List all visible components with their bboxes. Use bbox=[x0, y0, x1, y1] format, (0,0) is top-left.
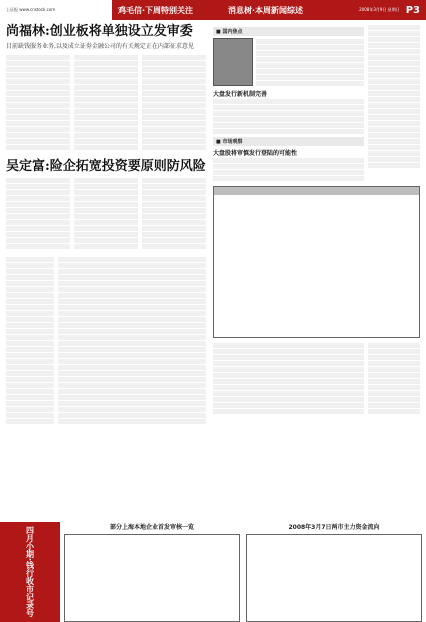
bottom-table-1 bbox=[64, 522, 240, 622]
right-headline-2: 大盘股将审慎发行登陆的可能性 bbox=[213, 150, 298, 157]
bottom-band bbox=[0, 522, 426, 622]
right-headline-1: 大盘发行新机制完善 bbox=[213, 91, 268, 98]
article-body-2 bbox=[74, 54, 138, 151]
right-article-bottom bbox=[213, 342, 364, 415]
right-section-bar bbox=[218, 0, 426, 20]
page-header bbox=[0, 0, 426, 20]
headline-main: 尚福林:创业板将单独设立发审委 bbox=[6, 24, 193, 39]
table-title-1: 部分上海本地企业首发审核一览 bbox=[109, 524, 194, 531]
left-column bbox=[6, 24, 206, 425]
right-sidebar bbox=[368, 24, 420, 182]
table-title-2: 2008年3月7日两市主力资金流向 bbox=[288, 524, 380, 531]
header-info: 上证报 www.cnstock.com bbox=[0, 0, 112, 20]
right-sidebar-bottom bbox=[368, 342, 420, 415]
header-date: 2008年3月9日 星期日 bbox=[359, 7, 400, 12]
left-section-title: 鸡毛信·下周特别关注 bbox=[112, 0, 218, 20]
right-column bbox=[213, 24, 420, 415]
data-table bbox=[213, 186, 420, 338]
section-label-1: ■ 国内焦点 bbox=[213, 27, 364, 36]
right-article-top bbox=[213, 24, 364, 182]
article-body-4 bbox=[6, 177, 70, 250]
right-section-title: 消息树·本周新闻综述 bbox=[228, 5, 304, 15]
article-body-3 bbox=[142, 54, 206, 151]
article-body-1 bbox=[6, 54, 70, 151]
bottom-table-2 bbox=[246, 522, 422, 622]
headline-subtitle: 目前缺钱服务业务,以及成立证券金融公司的有关规定正在内部征求意见 bbox=[6, 43, 194, 50]
calendar-block bbox=[58, 256, 206, 425]
page-number: P3 bbox=[405, 4, 420, 16]
section-label-2: ■ 市场观察 bbox=[213, 137, 364, 146]
article-body-6 bbox=[142, 177, 206, 250]
article-body-5 bbox=[74, 177, 138, 250]
bottom-left-label: 四月小期·钱行收市记录号 bbox=[0, 522, 60, 622]
news-list bbox=[6, 256, 54, 425]
portrait-photo bbox=[213, 38, 253, 86]
headline-second: 吴定富:险企拓宽投资要原则防风险 bbox=[6, 159, 206, 174]
